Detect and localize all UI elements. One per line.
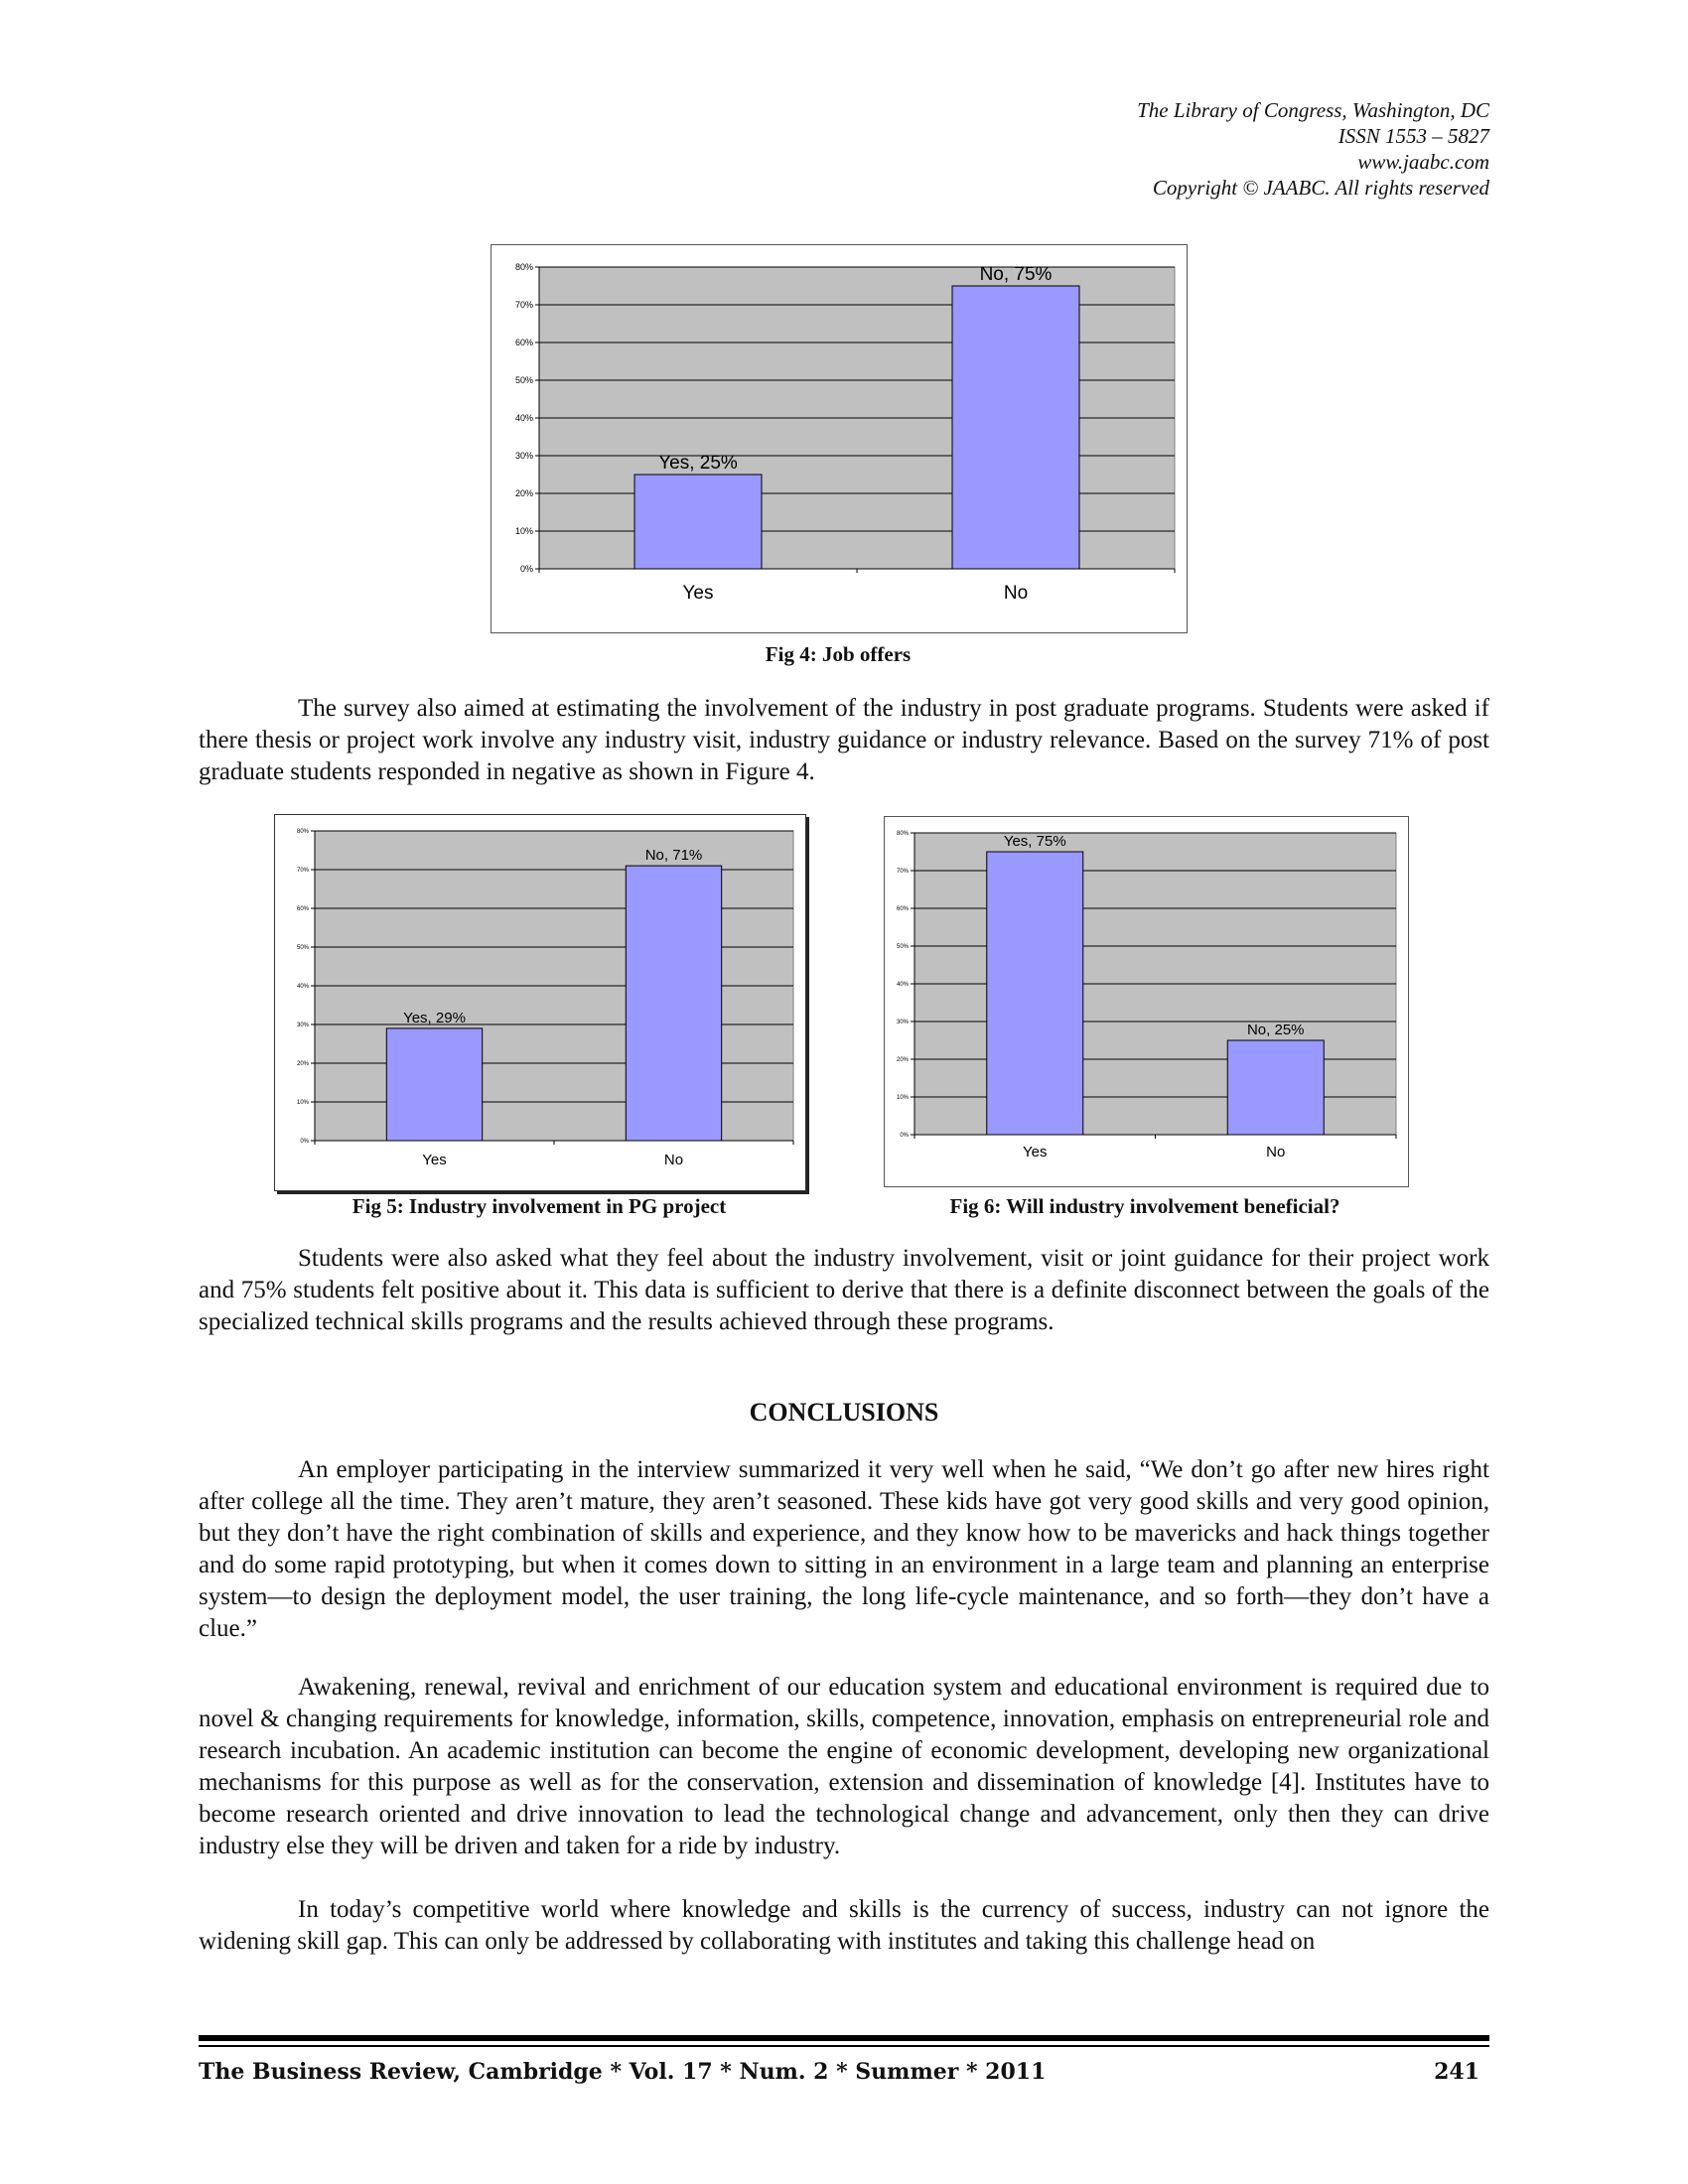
header-line-copyright: Copyright © JAABC. All rights reserved (1152, 176, 1489, 200)
y-tick-label: 60% (514, 338, 533, 348)
fig5-caption: Fig 5: Industry involvement in PG project (352, 1194, 727, 1218)
journal-header (794, 97, 1489, 201)
data-label-no: No, 25% (1246, 1022, 1305, 1038)
data-label-no: No, 75% (979, 264, 1053, 285)
fig6-chart (885, 817, 1408, 1186)
paragraph-2-text: Students were also asked what they feel about the industry involvement, visit or joint guidance for their project work and 75% students felt positive about it. This data is sufficient to derive that there is a definite disconnect between the goals of the specialized technical skills programs and the results achieved through these programs. (199, 1245, 1489, 1335)
y-tick-label: 30% (296, 1023, 309, 1029)
y-tick-label: 10% (896, 1095, 909, 1102)
paragraph-2 (199, 1243, 1489, 1338)
category-label-yes: Yes (1023, 1144, 1048, 1160)
category-label-no: No (1266, 1144, 1286, 1160)
footer-journal-info: The Business Review, Cambridge * Vol. 17 * Num. 2 * Summer * 2011 (199, 2059, 1047, 2085)
y-tick-label: 30% (896, 1020, 909, 1026)
bar-yes (634, 475, 762, 569)
y-tick-label: 60% (896, 906, 909, 913)
footer-rule-thick (199, 2035, 1489, 2041)
paragraph-1 (199, 693, 1489, 788)
y-tick-label: 50% (896, 944, 909, 951)
y-tick-label: 40% (896, 982, 909, 989)
y-tick-label: 20% (514, 488, 533, 499)
y-tick-label: 10% (514, 526, 533, 537)
bar-no (626, 866, 721, 1141)
y-tick-label: 40% (514, 413, 533, 424)
y-tick-label: 70% (296, 868, 309, 875)
bar-yes (987, 852, 1083, 1135)
bar-no (1227, 1040, 1324, 1135)
y-tick-label: 30% (514, 451, 533, 462)
y-tick-label: 70% (514, 300, 533, 311)
y-tick-label: 40% (296, 984, 309, 991)
paragraph-4 (199, 1672, 1489, 1862)
data-label-yes: Yes, 75% (1003, 833, 1066, 850)
y-tick-label: 20% (296, 1061, 309, 1068)
header-line-library: The Library of Congress, Washington, DC (1137, 98, 1489, 122)
bar-yes (386, 1028, 482, 1141)
paragraph-1-text: The survey also aimed at estimating the involvement of the industry in post graduate programs. Students were asked if there thesis or project work involve any industry visit, industry guidance or industry relevance. Based on the survey 71% of post graduate students responded in negative as shown in Figure 4. (199, 695, 1489, 785)
y-tick-label: 50% (514, 375, 533, 386)
y-tick-label: 80% (896, 831, 909, 838)
y-tick-label: 0% (300, 1139, 309, 1146)
header-line-website: www.jaabc.com (1357, 150, 1489, 174)
y-tick-label: 0% (900, 1133, 909, 1140)
y-tick-label: 70% (896, 869, 909, 876)
header-line-issn: ISSN 1553 – 5827 (1337, 124, 1489, 148)
category-label-no: No (1003, 583, 1029, 604)
data-label-no: No, 71% (644, 847, 703, 865)
fig4-chart-frame (491, 244, 1188, 633)
section-heading-conclusions: CONCLUSIONS (749, 1398, 939, 1427)
fig5-chart-frame (274, 814, 806, 1191)
fig4-chart (492, 245, 1187, 632)
footer-rule-thin (199, 2045, 1489, 2047)
y-tick-label: 80% (514, 262, 533, 273)
data-label-yes: Yes, 25% (658, 453, 738, 474)
category-label-no: No (663, 1152, 684, 1168)
category-label-yes: Yes (422, 1152, 447, 1168)
y-tick-label: 60% (296, 906, 309, 913)
y-tick-label: 10% (296, 1100, 309, 1107)
paragraph-3-text: An employer participating in the interview summarized it very well when he said, “We don’t go after new hires right after college all the time. They aren’t mature, they aren’t seasoned. These kids have got very good skills and very good opinion, but they don’t have the right combination of skills and experience, and they know how to be mavericks and hack things together and do some rapid prototyping, but when it comes down to sitting in an environment in a large team and planning an enterprise system—to design the deployment model, the user training, the long life-cycle maintenance, and so forth—they don’t have a clue.” (199, 1456, 1489, 1642)
category-label-yes: Yes (682, 583, 714, 604)
paragraph-5-text: In today’s competitive world where knowledge and skills is the currency of success, industry can not ignore the widening skill gap. This can only be addressed by collaborating with institutes and taking this challenge head on (199, 1896, 1489, 1955)
footer-page-number: 241 (1434, 2059, 1479, 2085)
paragraph-5 (199, 1894, 1489, 1958)
data-label-yes: Yes, 29% (403, 1009, 466, 1026)
y-tick-label: 20% (896, 1057, 909, 1064)
fig6-chart-frame (884, 816, 1409, 1187)
paragraph-4-text: Awakening, renewal, revival and enrichment of our education system and educational environment is required due to novel & changing requirements for knowledge, information, skills, competence, innovation, emphasis on entrepreneurial role and research incubation. An academic institution can become the engine of economic development, developing new organizational mechanisms for this purpose as well as for the conservation, extension and dissemination of knowledge [4]. Institutes have to become research oriented and drive innovation to lead the technological change and advancement, only then they can drive industry else they will be driven and taken for a ride by industry. (199, 1674, 1489, 1859)
y-tick-label: 80% (296, 829, 309, 836)
y-tick-label: 50% (296, 945, 309, 952)
fig6-caption: Fig 6: Will industry involvement beneficial? (949, 1194, 1340, 1218)
paragraph-3 (199, 1454, 1489, 1645)
fig4-caption: Fig 4: Job offers (765, 642, 912, 666)
y-tick-label: 0% (519, 564, 533, 575)
fig5-chart (275, 815, 805, 1190)
bar-no (952, 286, 1079, 569)
